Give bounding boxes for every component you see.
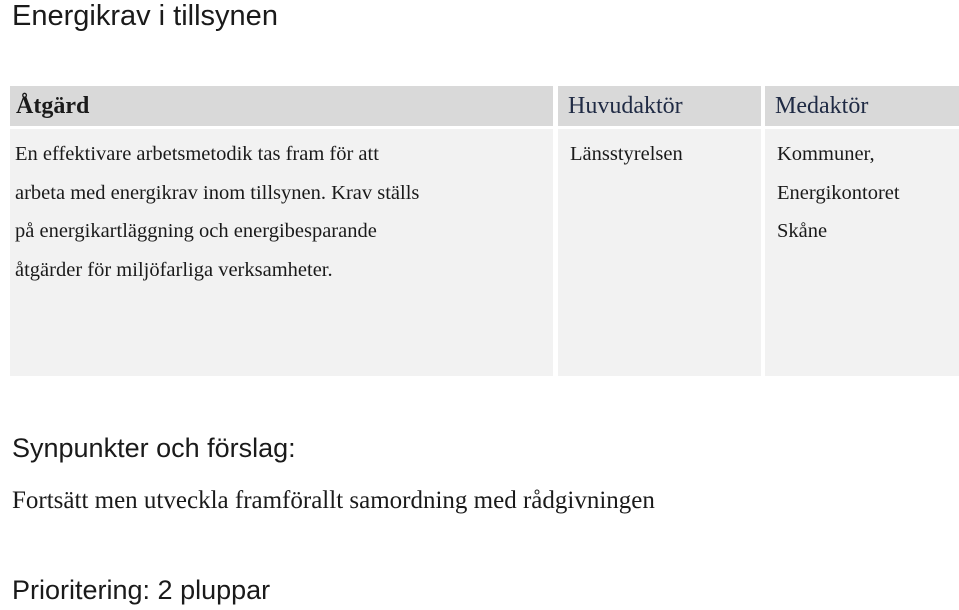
action-line: En effektivare arbetsmetodik tas fram för att bbox=[15, 143, 379, 165]
header-co-actor-label: Medaktör bbox=[775, 93, 869, 119]
page-title: Energikrav i tillsynen bbox=[12, 0, 278, 32]
header-main-actor bbox=[558, 86, 761, 126]
cell-co-actor bbox=[765, 129, 959, 376]
action-table bbox=[10, 86, 959, 376]
co-actor-line: Kommuner, bbox=[777, 143, 875, 165]
cell-main-actor bbox=[558, 129, 761, 376]
action-line: åtgärder för miljöfarliga verksamheter. bbox=[15, 258, 333, 281]
co-actor-line: Skåne bbox=[777, 220, 828, 242]
co-actor-line: Energikontoret bbox=[777, 181, 900, 204]
header-action-label: Åtgärd bbox=[16, 93, 90, 119]
priority-text: Prioritering: 2 pluppar bbox=[12, 575, 271, 605]
header-co-actor bbox=[765, 86, 959, 126]
co-actor-value bbox=[777, 135, 953, 251]
main-actor-value: Länsstyrelsen bbox=[570, 143, 683, 165]
header-main-actor-label: Huvudaktör bbox=[568, 93, 683, 119]
header-action bbox=[10, 86, 553, 126]
cell-action bbox=[10, 129, 553, 376]
action-line: på energikartläggning och energibesparande bbox=[15, 220, 377, 242]
comments-text: Fortsätt men utveckla framförallt samordning med rådgivningen bbox=[12, 487, 655, 514]
action-line: arbeta med energikrav inom tillsynen. Krav ställs bbox=[15, 181, 420, 204]
action-description bbox=[15, 135, 547, 289]
comments-heading: Synpunkter och förslag: bbox=[12, 433, 296, 463]
